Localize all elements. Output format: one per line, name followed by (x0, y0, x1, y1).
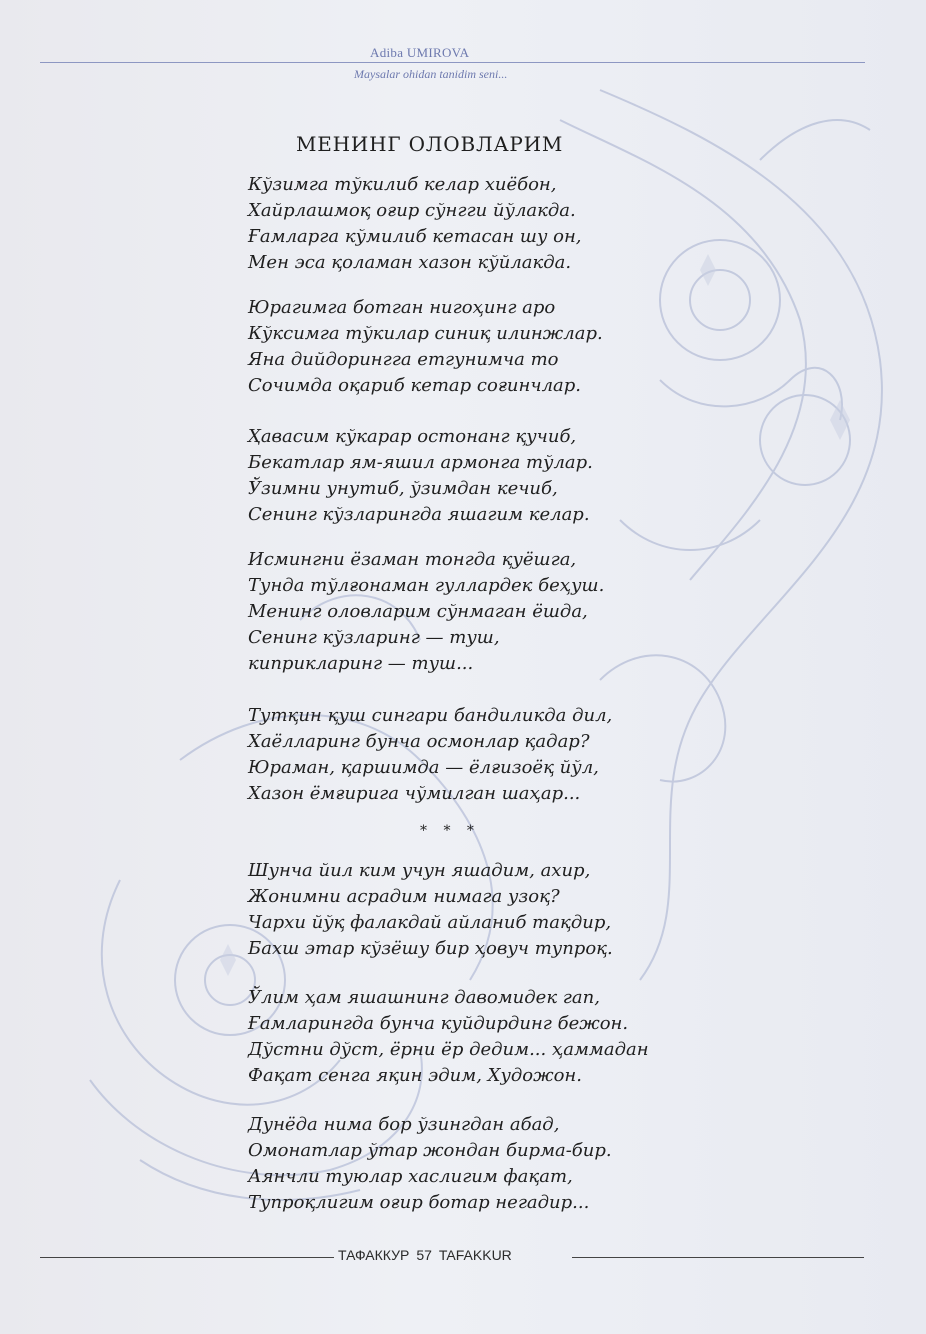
footer-cyrillic-title: ТАФАККУР (338, 1247, 410, 1263)
stanza-4 (248, 547, 708, 677)
poem-line: Фақат сенга яқин эдим, Художон. (248, 1065, 583, 1086)
poem-line: Ғамларга кўмилиб кетасан шу он, (248, 226, 582, 247)
running-header (40, 40, 865, 88)
poem-line: Хайрлашмоқ оғир сўнгги йўлакда. (248, 200, 576, 221)
footer-rule-left (40, 1257, 334, 1258)
poem-line: Юраман, қаршимда — ёлғизоёқ йўл, (248, 757, 599, 778)
poem-line: Тунда тўлғонаман гуллардек беҳуш. (248, 575, 605, 596)
poem-line: Омонатлар ўтар жондан бирма-бир. (248, 1140, 612, 1161)
poem-line: киприкларинг — туш... (248, 653, 474, 674)
poem-line: Тупроқлигим оғир ботар негадир... (248, 1192, 590, 1213)
poem-line: Сенинг кўзларинг — туш, (248, 627, 500, 648)
footer-text (338, 1247, 519, 1263)
poem-line: Шунча йил ким учун яшадим, ахир, (248, 860, 591, 881)
poem-line: Дунёда нима бор ўзингдан абад, (248, 1114, 560, 1135)
stanza-5 (248, 703, 708, 807)
stanza-6 (248, 858, 708, 962)
poem-line: Ғамларингда бунча куйдирдинг бежон. (248, 1013, 629, 1034)
poem-line: Кўзимга тўкилиб келар хиёбон, (248, 174, 557, 195)
footer-rule-right (572, 1257, 864, 1258)
stanza-8 (248, 1112, 708, 1216)
stanza-separator: * * * (420, 823, 480, 839)
poem-line: Жонимни асрадим нимага узоқ? (248, 886, 560, 907)
page-number: 57 (416, 1247, 432, 1263)
poem-line: Ҳавасим кўкарар остонанг қучиб, (248, 426, 577, 447)
header-subtitle: Maysalar ohidan tanidim seni... (354, 67, 508, 81)
poem-line: Яна дийдорингга етгунимча то (248, 349, 559, 370)
poem-line: Юрагимга ботган нигоҳинг аро (248, 297, 556, 318)
header-rule (40, 62, 865, 63)
poem-line: Чархи йўқ фалакдай айланиб тақдир, (248, 912, 612, 933)
running-footer (40, 1245, 865, 1271)
poem-line: Хаёлларинг бунча осмонлар қадар? (248, 731, 590, 752)
stanza-3 (248, 424, 708, 528)
poem-line: Тутқин қуш сингари бандиликда дил, (248, 705, 613, 726)
poem-line: Сочимда оқариб кетар соғинчлар. (248, 375, 581, 396)
poem-line: Аянчли туюлар хаслигим фақат, (248, 1166, 573, 1187)
poem-line: Ўлим ҳам яшашнинг давомидек гап, (248, 987, 600, 1008)
poem-line: Менинг оловларим сўнмаган ёшда, (248, 601, 588, 622)
poem-line: Хазон ёмғирига чўмилган шаҳар... (248, 783, 581, 804)
footer-latin-title: TAFAKKUR (438, 1247, 512, 1263)
poem-line: Сенинг кўзларингда яшагим келар. (248, 504, 590, 525)
poem-line: Бахш этар кўзёшу бир ҳовуч тупроқ. (248, 938, 613, 959)
poem-title: МЕНИНГ ОЛОВЛАРИМ (296, 132, 564, 156)
poem-line: Бекатлар ям-яшил армонга тўлар. (248, 452, 593, 473)
stanza-7 (248, 985, 708, 1089)
poem-line: Кўксимга тўкилар синиқ илинжлар. (248, 323, 603, 344)
poem-line: Ўзимни унутиб, ўзимдан кечиб, (248, 478, 558, 499)
stanza-2 (248, 295, 708, 399)
poem-line: Дўстни дўст, ёрни ёр дедим... ҳаммадан (248, 1039, 649, 1060)
poem-line: Исмингни ёзаман тонгда қуёшга, (248, 549, 577, 570)
stanza-1 (248, 172, 708, 276)
poem-line: Мен эса қоламан хазон кўйлакда. (248, 252, 572, 273)
header-author: Adiba UMIROVA (370, 45, 470, 60)
